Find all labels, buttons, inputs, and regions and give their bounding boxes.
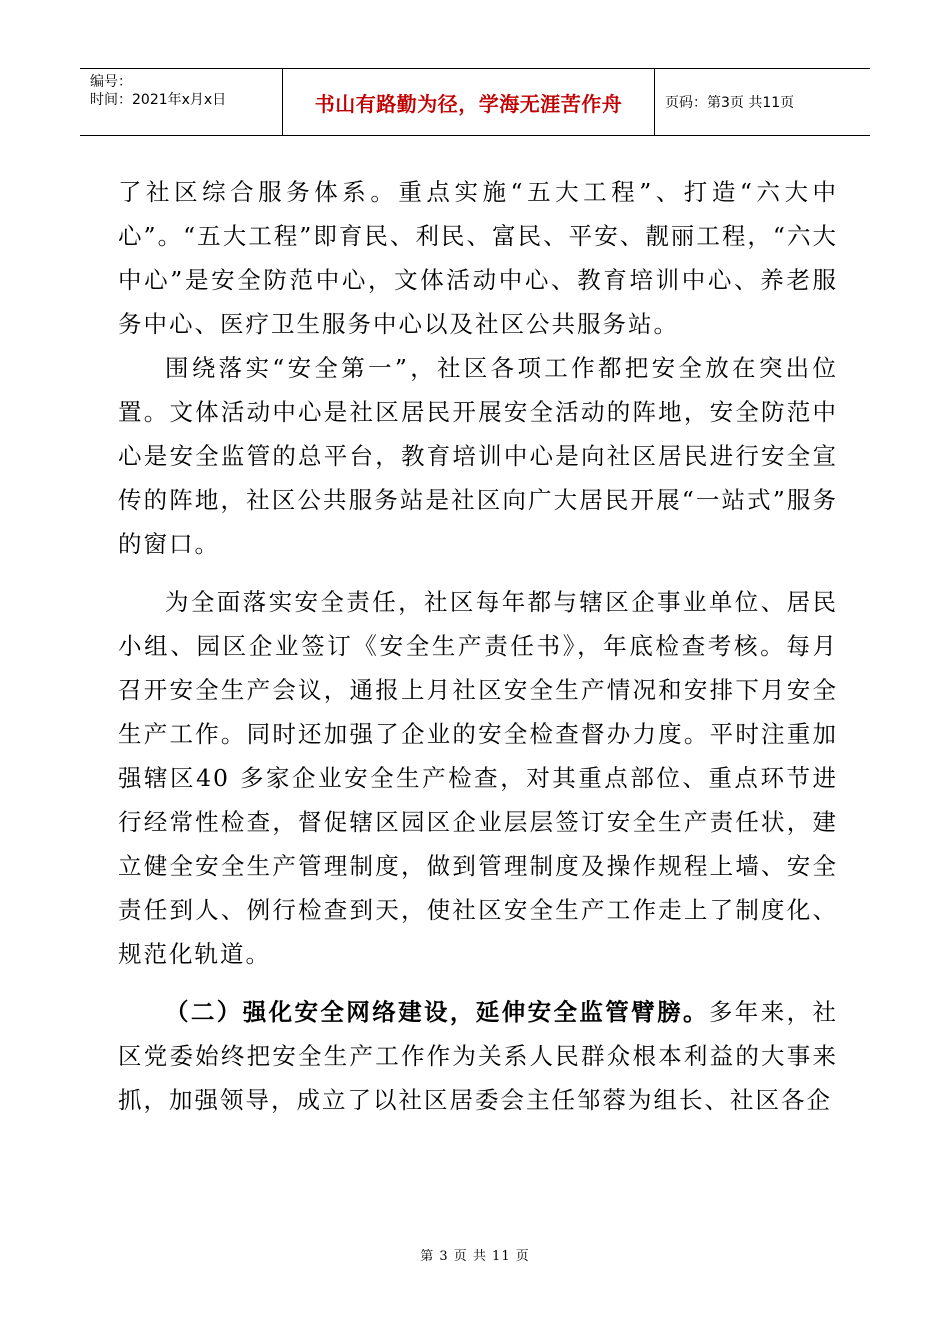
header-meta	[80, 69, 282, 135]
paragraph-text: 了社区综合服务体系。重点实施“五大工程”、打造“六大中心”。“五大工程”即育民、利民、富民、平安、靓丽工程，“六大中心”是安全防范中心，文体活动中心、教育培训中心、养老服务中心、医疗卫生服务中心以及社区公共服务站。	[118, 178, 838, 338]
paragraph-3	[118, 580, 838, 976]
document-date-label: 时间：2021年x月x日	[90, 92, 227, 108]
page-header	[80, 68, 870, 136]
paragraph-text: 围绕落实“安全第一”，社区各项工作都把安全放在突出位置。文体活动中心是社区居民开展安全活动的阵地，安全防范中心是安全监管的总平台，教育培训中心是向社区居民进行安全宣传的阵地，社区公共服务站是社区向广大居民开展“一站式”服务的窗口。	[118, 354, 838, 558]
paragraph-text: 多年来，社区党委始终把安全生产工作作为关系人民群众根本利益的大事来抓，加强领导，成立了以社区居委会主任邹蓉为组长、社区各企	[118, 998, 839, 1114]
document-body	[118, 170, 838, 1122]
header-page-number: 页码：第3页 共11页	[665, 95, 795, 111]
paragraph-1	[118, 170, 838, 346]
section-heading: （二）强化安全网络建设，延伸安全监管臂膀。	[165, 998, 709, 1026]
paragraph-2	[118, 346, 838, 566]
header-motto: 书山有路勤为径，学海无涯苦作舟	[282, 69, 655, 135]
document-number-label: 编号：	[90, 74, 132, 90]
paragraph-text: 为全面落实安全责任，社区每年都与辖区企事业单位、居民小组、园区企业签订《安全生产责任书》，年底检查考核。每月召开安全生产会议，通报上月社区安全生产情况和安排下月安全生产工作。同时还加强了企业的安全检查督办力度。平时注重加强辖区40 多家企业安全生产检查，对其重点部位、重点环节进行经常性检查，督促辖区园区企业层层签订安全生产责任状，建立健全安全生产管理制度，做到管理制度及操作规程上墙、安全责任到人、例行检查到天，使社区安全生产工作走上了制度化、规范化轨道。	[118, 588, 838, 968]
paragraph-4	[118, 990, 838, 1122]
page-footer: 第 3 页 共 11 页	[420, 1249, 530, 1264]
